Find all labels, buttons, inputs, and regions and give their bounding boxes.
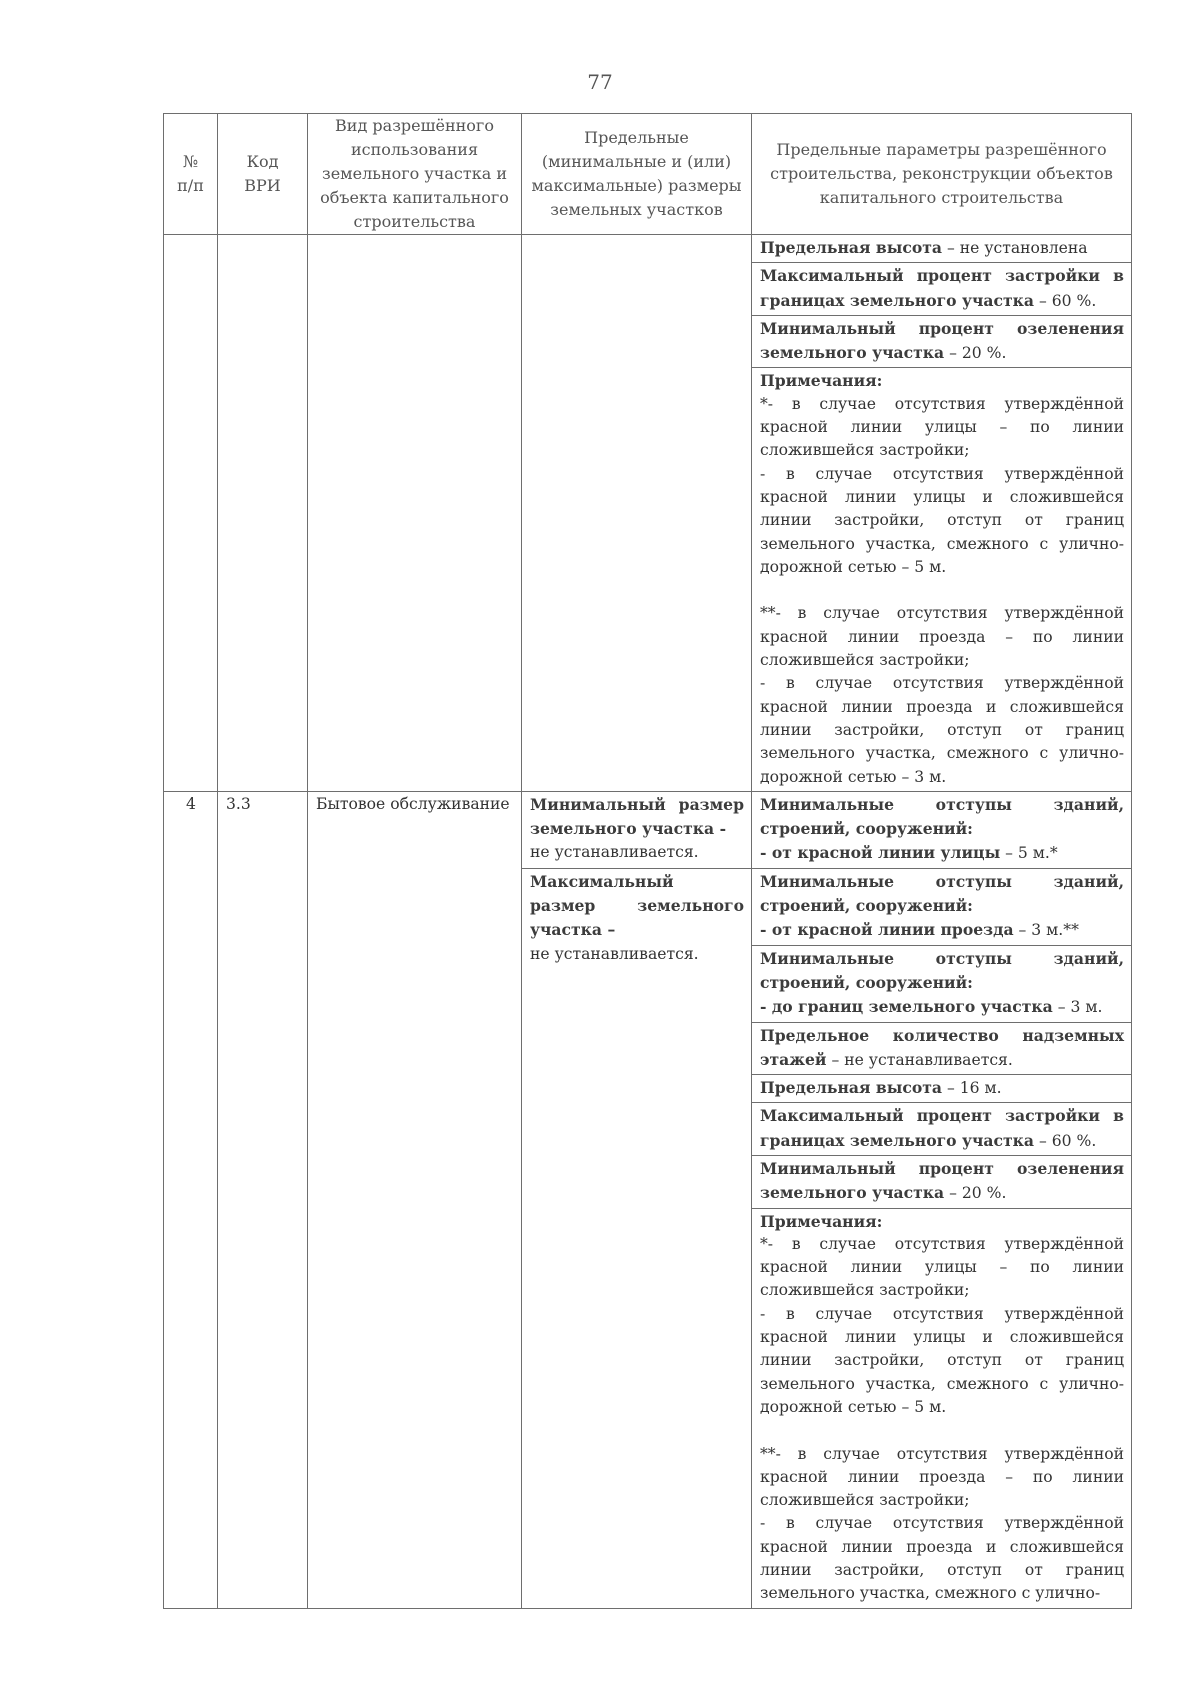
row4-notes-cell <box>752 1208 1132 1608</box>
row4-kind: Бытовое обслуживание <box>308 791 522 1608</box>
table-row <box>164 791 1132 868</box>
param-build-percent: Максимальный процент застройки в границах земельного участка – 60 %. <box>752 263 1132 316</box>
table-row <box>164 235 1132 263</box>
notes-title: Примечания: <box>760 371 883 391</box>
row4-notes-title: Примечания: <box>760 1211 883 1231</box>
table-header <box>164 114 1132 235</box>
notes-cell <box>752 368 1132 791</box>
row4-param-1: Минимальные отступы зданий, строений, сооружений: - от красной линии улицы – 5 м.* <box>752 791 1132 868</box>
header-code: Код ВРИ <box>218 114 308 235</box>
header-row <box>164 114 1132 235</box>
header-kind: Вид разрешённого использования земельного участка и объекта капитального строительства <box>308 114 522 235</box>
cont-kind-cell <box>308 235 522 792</box>
cont-sizes-cell <box>522 235 752 792</box>
page-number: 77 <box>587 70 613 94</box>
header-num: № п/п <box>164 114 218 235</box>
row4-num: 4 <box>164 791 218 1608</box>
row4-param-5: Предельная высота – 16 м. <box>752 1075 1132 1103</box>
row4-code: 3.3 <box>218 791 308 1608</box>
notes-text: *- в случае отсутствия утверждённой красной линии улицы – по линии сложившейся застройки; - в случае отсутствия утверждённой красной линии улицы и сложившейся линии застройки, отступ от границ земельного участка, смежного с улично-дорожной сетью – 5 м. **- в случае отсутствия утверждённой красной линии проезда – по линии сложившейся застройки; - в случае отсутствия утверждённой красной линии проезда и сложившейся линии застройки, отступ от границ земельного участка, смежного с улично-дорожной сетью – 3 м. <box>760 394 1124 786</box>
row4-param-6: Максимальный процент застройки в границах земельного участка – 60 %. <box>752 1103 1132 1156</box>
cont-num-cell <box>164 235 218 792</box>
row4-param-7: Минимальный процент озеленения земельного участка – 20 %. <box>752 1155 1132 1208</box>
header-sizes: Предельные (минимальные и (или) максимальные) размеры земельных участков <box>522 114 752 235</box>
row4-param-3: Минимальные отступы зданий, строений, сооружений: - до границ земельного участка – 3 м. <box>752 945 1132 1022</box>
header-params: Предельные параметры разрешённого строительства, реконструкции объектов капитального строительства <box>752 114 1132 235</box>
regulations-table <box>163 113 1132 1609</box>
row4-param-2: Минимальные отступы зданий, строений, сооружений: - от красной линии проезда – 3 м.** <box>752 868 1132 945</box>
row4-max-size: Максимальный размер земельного участка – не устанавливается. <box>522 868 752 1608</box>
param-green-percent: Минимальный процент озеленения земельного участка – 20 %. <box>752 315 1132 368</box>
row4-notes-text: *- в случае отсутствия утверждённой красной линии улицы – по линии сложившейся застройки; - в случае отсутствия утверждённой красной линии улицы и сложившейся линии застройки, отступ от границ земельного участка, смежного с улично-дорожной сетью – 5 м. **- в случае отсутствия утверждённой красной линии проезда – по линии сложившейся застройки; - в случае отсутствия утверждённой красной линии проезда и сложившейся линии застройки, отступ от границ земельного участка, смежного с улично- <box>760 1234 1124 1603</box>
param-height: Предельная высота – не установлена <box>752 235 1132 263</box>
row4-min-size: Минимальный размер земельного участка - не устанавливается. <box>522 791 752 868</box>
cont-code-cell <box>218 235 308 792</box>
row4-param-4: Предельное количество надземных этажей – не устанавливается. <box>752 1022 1132 1075</box>
